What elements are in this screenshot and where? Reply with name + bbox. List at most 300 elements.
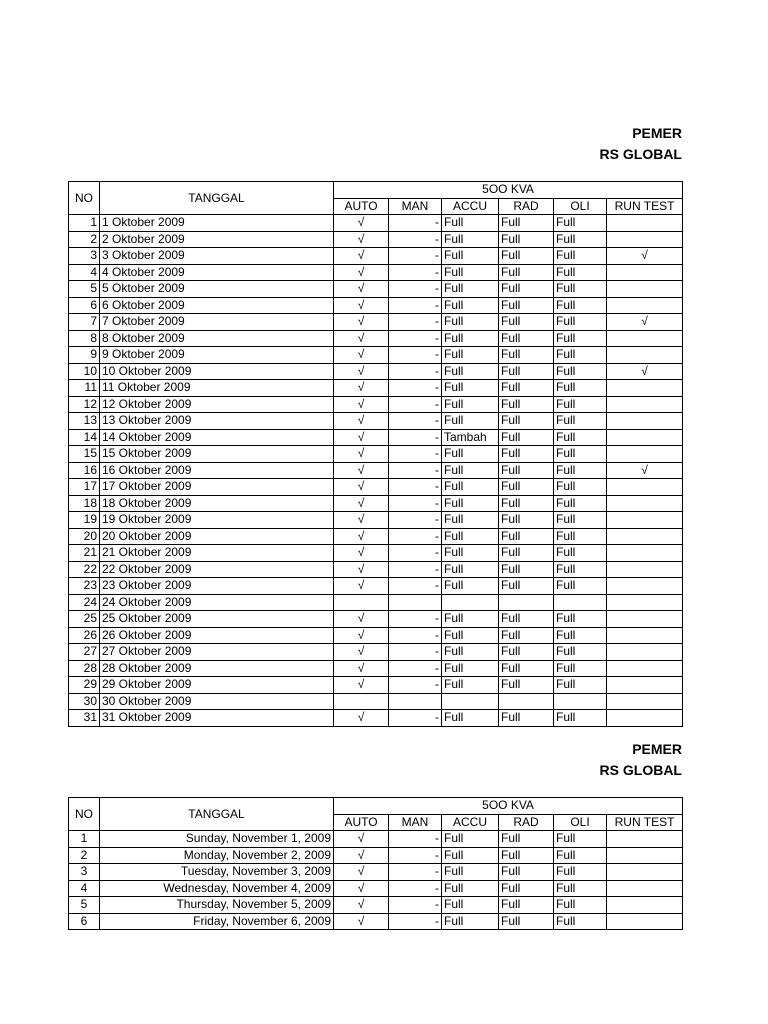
table-row (69, 913, 683, 930)
row-accu: Full (442, 396, 499, 413)
row-auto: √ (334, 281, 389, 298)
row-run-test (607, 347, 683, 364)
row-man: - (389, 347, 442, 364)
row-rad: Full (499, 913, 554, 930)
row-run-test (607, 561, 683, 578)
row-auto: √ (334, 330, 389, 347)
row-accu: Full (442, 363, 499, 380)
row-no: 4 (69, 264, 100, 281)
row-oli: Full (554, 495, 607, 512)
row-rad (499, 594, 554, 611)
row-auto: √ (334, 512, 389, 529)
row-rad: Full (499, 231, 554, 248)
row-accu: Full (442, 561, 499, 578)
row-date: 18 Oktober 2009 (100, 495, 334, 512)
row-man: - (389, 413, 442, 430)
header-tanggal: TANGGAL (100, 182, 334, 215)
row-accu: Full (442, 644, 499, 661)
table-row (69, 281, 683, 298)
row-no: 16 (69, 462, 100, 479)
row-run-test (607, 264, 683, 281)
row-date: 9 Oktober 2009 (100, 347, 334, 364)
row-no: 17 (69, 479, 100, 496)
row-man: - (389, 330, 442, 347)
row-rad: Full (499, 429, 554, 446)
row-accu: Full (442, 847, 499, 864)
row-accu: Full (442, 545, 499, 562)
row-oli: Full (554, 660, 607, 677)
row-oli: Full (554, 528, 607, 545)
row-no: 25 (69, 611, 100, 628)
table-row (69, 347, 683, 364)
row-rad: Full (499, 710, 554, 727)
row-date: 27 Oktober 2009 (100, 644, 334, 661)
row-rad: Full (499, 281, 554, 298)
row-run-test (607, 677, 683, 694)
row-rad: Full (499, 396, 554, 413)
row-man: - (389, 561, 442, 578)
row-run-test (607, 479, 683, 496)
row-auto: √ (334, 880, 389, 897)
row-man: - (389, 248, 442, 265)
row-accu: Full (442, 413, 499, 430)
row-oli: Full (554, 880, 607, 897)
row-oli: Full (554, 396, 607, 413)
row-no: 5 (69, 897, 100, 914)
row-man: - (389, 644, 442, 661)
row-oli (554, 693, 607, 710)
row-no: 9 (69, 347, 100, 364)
header-oli: OLI (554, 198, 607, 215)
table-row (69, 248, 683, 265)
header-run-test: RUN TEST (607, 198, 683, 215)
row-auto: √ (334, 347, 389, 364)
row-date: 21 Oktober 2009 (100, 545, 334, 562)
row-accu: Full (442, 297, 499, 314)
row-no: 4 (69, 880, 100, 897)
row-accu: Full (442, 347, 499, 364)
row-date: 24 Oktober 2009 (100, 594, 334, 611)
row-run-test (607, 880, 683, 897)
row-accu: Full (442, 231, 499, 248)
row-auto: √ (334, 897, 389, 914)
table-row (69, 446, 683, 463)
row-date: 13 Oktober 2009 (100, 413, 334, 430)
row-man: - (389, 897, 442, 914)
row-man: - (389, 660, 442, 677)
row-oli (554, 594, 607, 611)
row-auto: √ (334, 611, 389, 628)
row-run-test (607, 660, 683, 677)
row-oli: Full (554, 215, 607, 232)
table-row (69, 528, 683, 545)
row-accu (442, 693, 499, 710)
row-oli: Full (554, 314, 607, 331)
table-row (69, 429, 683, 446)
row-run-test: √ (607, 363, 683, 380)
header-auto: AUTO (334, 198, 389, 215)
row-accu (442, 594, 499, 611)
row-no: 21 (69, 545, 100, 562)
row-accu: Full (442, 677, 499, 694)
table-row (69, 897, 683, 914)
row-run-test (607, 831, 683, 848)
row-run-test (607, 545, 683, 562)
row-accu: Full (442, 495, 499, 512)
row-run-test (607, 594, 683, 611)
row-auto: √ (334, 248, 389, 265)
row-no: 18 (69, 495, 100, 512)
row-date: 11 Oktober 2009 (100, 380, 334, 397)
row-no: 26 (69, 627, 100, 644)
row-man: - (389, 231, 442, 248)
row-auto: √ (334, 864, 389, 881)
row-oli: Full (554, 644, 607, 661)
row-oli: Full (554, 363, 607, 380)
row-date: 4 Oktober 2009 (100, 264, 334, 281)
row-man (389, 693, 442, 710)
row-man: - (389, 528, 442, 545)
row-rad: Full (499, 462, 554, 479)
table-row (69, 495, 683, 512)
row-man: - (389, 462, 442, 479)
row-auto: √ (334, 677, 389, 694)
row-auto: √ (334, 479, 389, 496)
row-oli: Full (554, 347, 607, 364)
row-oli: Full (554, 545, 607, 562)
row-date: 25 Oktober 2009 (100, 611, 334, 628)
table-row (69, 864, 683, 881)
row-accu: Full (442, 446, 499, 463)
row-accu: Full (442, 864, 499, 881)
row-date: 3 Oktober 2009 (100, 248, 334, 265)
row-auto: √ (334, 831, 389, 848)
row-date: 17 Oktober 2009 (100, 479, 334, 496)
row-no: 27 (69, 644, 100, 661)
row-oli: Full (554, 897, 607, 914)
row-oli: Full (554, 297, 607, 314)
row-no: 2 (69, 847, 100, 864)
row-man: - (389, 611, 442, 628)
table-row (69, 413, 683, 430)
row-no: 3 (69, 864, 100, 881)
row-auto: √ (334, 429, 389, 446)
row-no: 7 (69, 314, 100, 331)
row-oli: Full (554, 281, 607, 298)
row-man: - (389, 215, 442, 232)
row-date: 20 Oktober 2009 (100, 528, 334, 545)
row-rad: Full (499, 578, 554, 595)
row-date: 26 Oktober 2009 (100, 627, 334, 644)
table-row (69, 215, 683, 232)
table-row (69, 660, 683, 677)
header-rad: RAD (499, 198, 554, 215)
row-date: 19 Oktober 2009 (100, 512, 334, 529)
row-auto: √ (334, 627, 389, 644)
table-row (69, 611, 683, 628)
header-tanggal: TANGGAL (100, 798, 334, 831)
row-auto: √ (334, 446, 389, 463)
row-accu: Full (442, 512, 499, 529)
row-rad: Full (499, 264, 554, 281)
row-date: 7 Oktober 2009 (100, 314, 334, 331)
header-accu: ACCU (442, 198, 499, 215)
row-accu: Tambah (442, 429, 499, 446)
row-rad: Full (499, 347, 554, 364)
row-accu: Full (442, 831, 499, 848)
header-accu: ACCU (442, 814, 499, 831)
table-row (69, 380, 683, 397)
row-oli: Full (554, 913, 607, 930)
table-row (69, 512, 683, 529)
row-accu: Full (442, 314, 499, 331)
row-date: 10 Oktober 2009 (100, 363, 334, 380)
row-accu: Full (442, 330, 499, 347)
row-rad: Full (499, 528, 554, 545)
table-row (69, 297, 683, 314)
table-row (69, 231, 683, 248)
row-auto: √ (334, 314, 389, 331)
row-oli: Full (554, 561, 607, 578)
row-accu: Full (442, 264, 499, 281)
row-man: - (389, 380, 442, 397)
row-no: 31 (69, 710, 100, 727)
row-run-test (607, 446, 683, 463)
table-row (69, 847, 683, 864)
row-date: 2 Oktober 2009 (100, 231, 334, 248)
row-run-test (607, 693, 683, 710)
header-500-kva: 5OO KVA (334, 798, 683, 815)
row-man: - (389, 281, 442, 298)
table-row (69, 644, 683, 661)
table-row (69, 264, 683, 281)
row-no: 12 (69, 396, 100, 413)
row-rad: Full (499, 644, 554, 661)
row-no: 5 (69, 281, 100, 298)
row-oli: Full (554, 847, 607, 864)
row-rad: Full (499, 897, 554, 914)
header-no: NO (69, 182, 100, 215)
row-accu: Full (442, 913, 499, 930)
row-oli: Full (554, 380, 607, 397)
row-date: 29 Oktober 2009 (100, 677, 334, 694)
row-accu: Full (442, 248, 499, 265)
row-oli: Full (554, 479, 607, 496)
row-man: - (389, 864, 442, 881)
row-run-test: √ (607, 248, 683, 265)
row-no: 22 (69, 561, 100, 578)
table-row (69, 710, 683, 727)
row-date: 1 Oktober 2009 (100, 215, 334, 232)
table-row (69, 545, 683, 562)
section-title-rs-global: RS GLOBAL (599, 146, 682, 162)
row-accu: Full (442, 897, 499, 914)
row-run-test (607, 627, 683, 644)
row-accu: Full (442, 215, 499, 232)
row-rad: Full (499, 561, 554, 578)
row-rad: Full (499, 297, 554, 314)
row-no: 14 (69, 429, 100, 446)
row-man: - (389, 446, 442, 463)
table-row (69, 831, 683, 848)
row-man: - (389, 831, 442, 848)
row-accu: Full (442, 880, 499, 897)
row-no: 6 (69, 913, 100, 930)
table-row (69, 578, 683, 595)
row-run-test (607, 913, 683, 930)
row-date: Wednesday, November 4, 2009 (100, 880, 334, 897)
row-rad: Full (499, 831, 554, 848)
row-date: 12 Oktober 2009 (100, 396, 334, 413)
row-run-test (607, 495, 683, 512)
row-no: 3 (69, 248, 100, 265)
row-auto (334, 693, 389, 710)
row-rad: Full (499, 314, 554, 331)
row-date: 28 Oktober 2009 (100, 660, 334, 677)
row-date: 14 Oktober 2009 (100, 429, 334, 446)
row-run-test (607, 611, 683, 628)
row-run-test (607, 864, 683, 881)
row-auto: √ (334, 264, 389, 281)
row-rad: Full (499, 330, 554, 347)
row-no: 15 (69, 446, 100, 463)
row-auto: √ (334, 660, 389, 677)
row-oli: Full (554, 831, 607, 848)
row-man: - (389, 627, 442, 644)
row-no: 20 (69, 528, 100, 545)
row-rad: Full (499, 215, 554, 232)
row-oli: Full (554, 330, 607, 347)
table-row (69, 462, 683, 479)
row-man: - (389, 314, 442, 331)
row-accu: Full (442, 479, 499, 496)
table-row (69, 363, 683, 380)
header-run-test: RUN TEST (607, 814, 683, 831)
row-run-test (607, 281, 683, 298)
row-auto: √ (334, 413, 389, 430)
row-auto: √ (334, 578, 389, 595)
row-run-test (607, 413, 683, 430)
row-date: 15 Oktober 2009 (100, 446, 334, 463)
row-man: - (389, 545, 442, 562)
row-rad: Full (499, 248, 554, 265)
row-man (389, 594, 442, 611)
row-auto: √ (334, 215, 389, 232)
row-date: Sunday, November 1, 2009 (100, 831, 334, 848)
row-rad: Full (499, 660, 554, 677)
row-oli: Full (554, 231, 607, 248)
row-accu: Full (442, 627, 499, 644)
row-rad: Full (499, 627, 554, 644)
row-date: Tuesday, November 3, 2009 (100, 864, 334, 881)
table-row (69, 880, 683, 897)
row-man: - (389, 677, 442, 694)
row-run-test (607, 231, 683, 248)
row-run-test (607, 710, 683, 727)
row-date: 5 Oktober 2009 (100, 281, 334, 298)
row-run-test: √ (607, 314, 683, 331)
row-rad: Full (499, 413, 554, 430)
row-no: 28 (69, 660, 100, 677)
row-date: 23 Oktober 2009 (100, 578, 334, 595)
row-no: 6 (69, 297, 100, 314)
row-man: - (389, 847, 442, 864)
row-accu: Full (442, 462, 499, 479)
row-rad: Full (499, 446, 554, 463)
row-run-test: √ (607, 462, 683, 479)
section-title-rs-global-2: RS GLOBAL (599, 762, 682, 778)
row-date: 31 Oktober 2009 (100, 710, 334, 727)
table-row (69, 396, 683, 413)
row-run-test (607, 215, 683, 232)
row-run-test (607, 297, 683, 314)
table-row (69, 314, 683, 331)
header-man: MAN (389, 198, 442, 215)
row-rad: Full (499, 611, 554, 628)
row-accu: Full (442, 710, 499, 727)
row-auto: √ (334, 462, 389, 479)
row-date: 30 Oktober 2009 (100, 693, 334, 710)
header-man: MAN (389, 814, 442, 831)
row-oli: Full (554, 264, 607, 281)
row-date: 6 Oktober 2009 (100, 297, 334, 314)
row-rad: Full (499, 479, 554, 496)
row-run-test (607, 897, 683, 914)
row-rad: Full (499, 363, 554, 380)
row-auto: √ (334, 561, 389, 578)
row-oli: Full (554, 462, 607, 479)
row-no: 10 (69, 363, 100, 380)
row-man: - (389, 363, 442, 380)
table-row (69, 594, 683, 611)
row-no: 8 (69, 330, 100, 347)
row-auto: √ (334, 528, 389, 545)
row-oli: Full (554, 710, 607, 727)
row-no: 1 (69, 215, 100, 232)
row-date: Monday, November 2, 2009 (100, 847, 334, 864)
row-man: - (389, 495, 442, 512)
row-auto: √ (334, 231, 389, 248)
row-accu: Full (442, 281, 499, 298)
row-run-test (607, 512, 683, 529)
row-oli: Full (554, 248, 607, 265)
row-run-test (607, 330, 683, 347)
row-man: - (389, 396, 442, 413)
row-accu: Full (442, 611, 499, 628)
row-man: - (389, 479, 442, 496)
row-run-test (607, 578, 683, 595)
row-no: 29 (69, 677, 100, 694)
row-date: Thursday, November 5, 2009 (100, 897, 334, 914)
table-row (69, 330, 683, 347)
row-accu: Full (442, 578, 499, 595)
row-auto (334, 594, 389, 611)
header-500-kva: 5OO KVA (334, 182, 683, 199)
row-date: Friday, November 6, 2009 (100, 913, 334, 930)
table-row (69, 479, 683, 496)
header-oli: OLI (554, 814, 607, 831)
header-rad: RAD (499, 814, 554, 831)
row-no: 19 (69, 512, 100, 529)
row-man: - (389, 429, 442, 446)
row-run-test (607, 380, 683, 397)
table-row (69, 677, 683, 694)
header-no: NO (69, 798, 100, 831)
row-accu: Full (442, 528, 499, 545)
row-rad: Full (499, 512, 554, 529)
row-run-test (607, 396, 683, 413)
row-run-test (607, 429, 683, 446)
